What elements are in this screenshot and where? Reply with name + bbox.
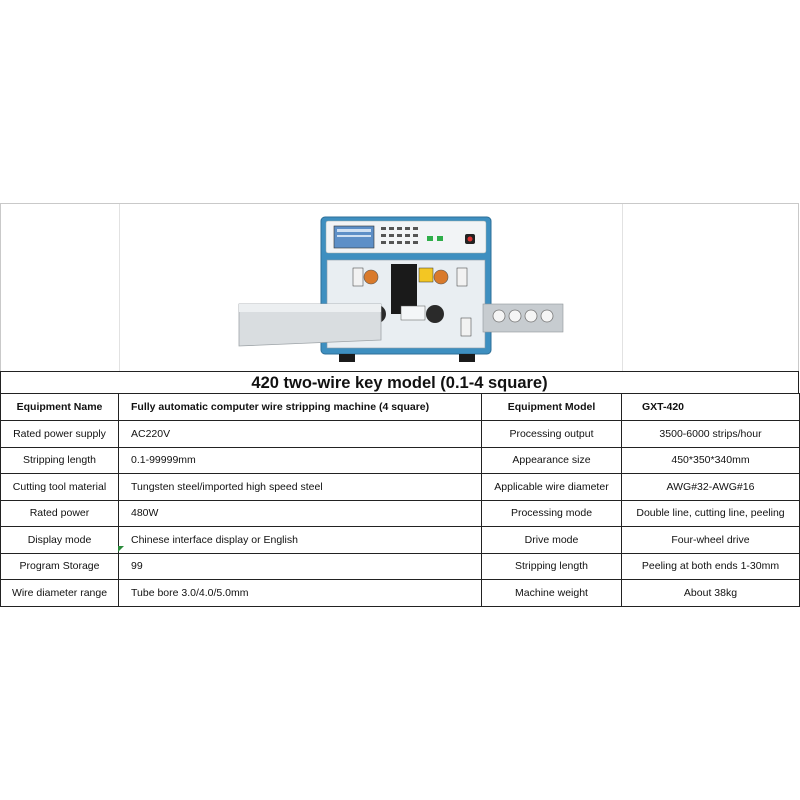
table-row — [1, 447, 800, 474]
page-title: 420 two-wire key model (0.1-4 square) — [0, 371, 799, 393]
spec-table — [0, 393, 800, 607]
spec-value: 480W — [119, 500, 482, 527]
table-row — [1, 474, 800, 501]
spec-value: About 38kg — [622, 580, 800, 607]
spec-value: Peeling at both ends 1-30mm — [622, 553, 800, 580]
spec-label: Appearance size — [482, 447, 622, 474]
cell-corner-marker — [118, 546, 124, 552]
image-band-divider — [119, 204, 120, 371]
wire-stripping-machine-image — [231, 212, 571, 372]
spec-value: AWG#32-AWG#16 — [622, 474, 800, 501]
spec-value: GXT-420 — [622, 394, 800, 421]
product-image-band — [0, 203, 799, 371]
spec-value: AC220V — [119, 421, 482, 448]
spec-label: Cutting tool material — [1, 474, 119, 501]
table-row — [1, 394, 800, 421]
spec-value: Tube bore 3.0/4.0/5.0mm — [119, 580, 482, 607]
spec-label: Rated power — [1, 500, 119, 527]
spec-label: Program Storage — [1, 553, 119, 580]
spec-value: Tungsten steel/imported high speed steel — [119, 474, 482, 501]
spec-label: Applicable wire diameter — [482, 474, 622, 501]
spec-value: 0.1-99999mm — [119, 447, 482, 474]
image-band-divider — [622, 204, 623, 371]
spec-value: Four-wheel drive — [622, 527, 800, 554]
spec-value: Fully automatic computer wire stripping machine (4 square) — [119, 394, 482, 421]
spec-label: Rated power supply — [1, 421, 119, 448]
spec-value: 99 — [119, 553, 482, 580]
spec-value: Double line, cutting line, peeling — [622, 500, 800, 527]
spec-label: Stripping length — [1, 447, 119, 474]
spec-value: 3500-6000 strips/hour — [622, 421, 800, 448]
table-row — [1, 421, 800, 448]
spec-label: Processing mode — [482, 500, 622, 527]
spec-label: Machine weight — [482, 580, 622, 607]
spec-label: Display mode — [1, 527, 119, 554]
spec-value: Chinese interface display or English — [119, 527, 482, 554]
table-row — [1, 580, 800, 607]
spec-label: Equipment Name — [1, 394, 119, 421]
spec-label: Drive mode — [482, 527, 622, 554]
table-row — [1, 553, 800, 580]
table-row — [1, 500, 800, 527]
spec-label: Processing output — [482, 421, 622, 448]
spec-label: Equipment Model — [482, 394, 622, 421]
spec-label: Wire diameter range — [1, 580, 119, 607]
spec-label: Stripping length — [482, 553, 622, 580]
spec-value: 450*350*340mm — [622, 447, 800, 474]
